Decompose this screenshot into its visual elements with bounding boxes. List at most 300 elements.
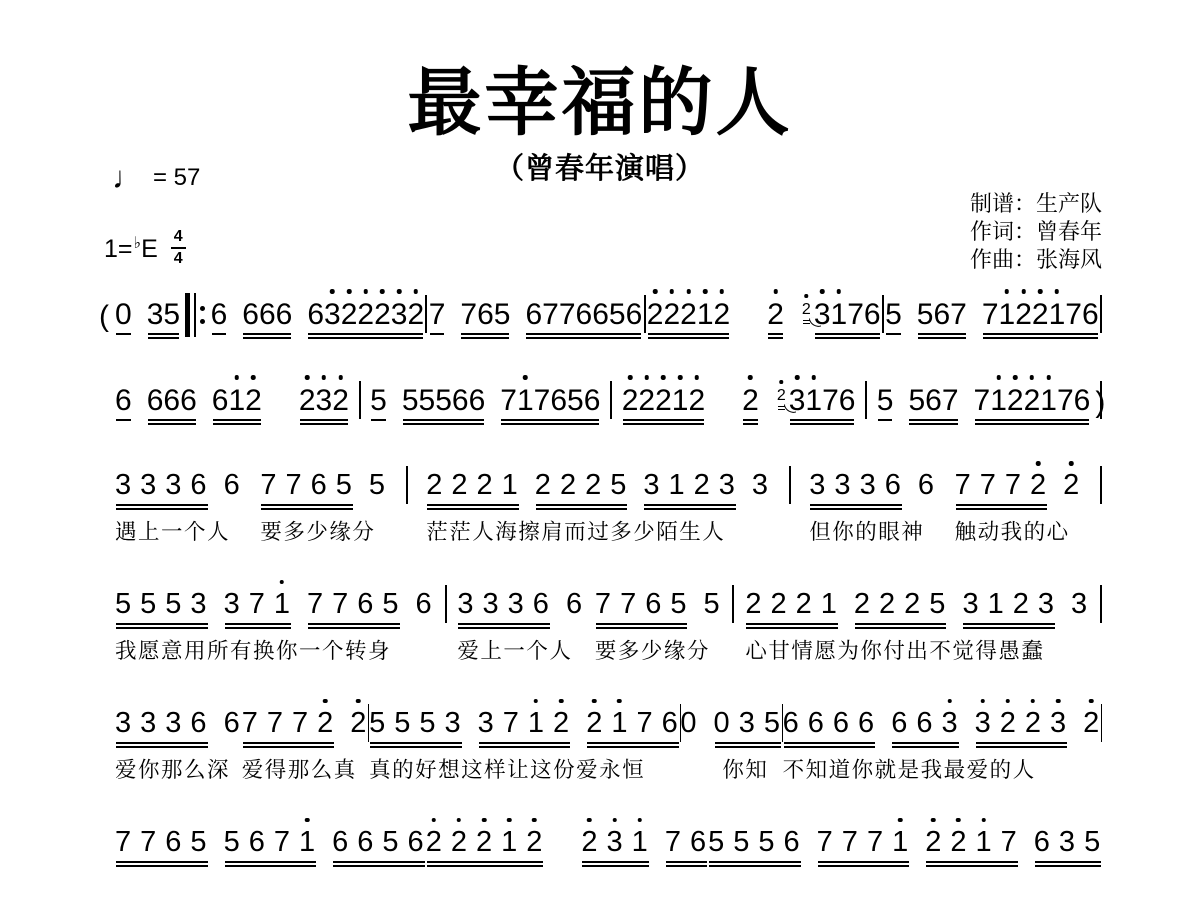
- beam-line: [501, 423, 599, 425]
- note: 6: [783, 825, 800, 858]
- repeat-start-barline: [185, 293, 205, 337]
- beam-line: [403, 423, 484, 425]
- notes-row: [595, 579, 722, 631]
- note: 6: [838, 384, 856, 417]
- notes-row: [426, 460, 770, 512]
- note: 6: [115, 384, 132, 417]
- measure-cell: [885, 288, 1099, 341]
- score-line-4: [115, 579, 1102, 665]
- notes-row: [457, 579, 584, 631]
- beam-line: [458, 623, 550, 625]
- measure-cell: [115, 698, 242, 784]
- note: 2: [1015, 298, 1032, 331]
- note: 5: [140, 587, 157, 620]
- octave-dot: [356, 699, 361, 704]
- note: 2: [742, 384, 759, 417]
- octave-dot: [695, 375, 700, 380]
- note: 7: [273, 825, 290, 858]
- note: 5: [610, 469, 627, 501]
- note: 2: [688, 384, 705, 417]
- note: 2: [638, 384, 655, 417]
- beam-line: [243, 742, 335, 744]
- measure-cell: [426, 817, 708, 869]
- measure-cell: [647, 288, 881, 341]
- notes-row: [115, 579, 434, 631]
- barline: [445, 585, 447, 623]
- note: 3: [941, 708, 957, 740]
- note-group: [854, 589, 948, 631]
- notes-row: [115, 460, 242, 512]
- note: 6: [407, 825, 424, 858]
- beam-line: [427, 504, 519, 506]
- note-group: [877, 384, 894, 427]
- note: 5: [369, 706, 386, 739]
- note: 6: [583, 384, 601, 417]
- beam-line: [709, 861, 801, 863]
- note: 2: [853, 587, 871, 620]
- repeat-thick-bar: [185, 293, 190, 337]
- note: 7: [941, 384, 959, 417]
- octave-dot: [661, 375, 666, 380]
- note-group: [767, 298, 784, 341]
- beam-line: [116, 508, 208, 510]
- lyric-text: 爱你那么深: [115, 757, 231, 782]
- beam-line: [461, 333, 509, 335]
- beam-line: [892, 746, 958, 748]
- notes-row: [876, 374, 1106, 427]
- note-group: [260, 470, 354, 512]
- beam-line: [116, 333, 131, 335]
- note: 5: [929, 587, 946, 620]
- note: 1: [299, 827, 315, 859]
- score-line-6: [115, 817, 1102, 869]
- measure-cell: [115, 579, 434, 665]
- beam-line: [790, 423, 855, 425]
- note: 5: [608, 298, 626, 331]
- barline: [610, 381, 612, 419]
- octave-dot: [347, 289, 352, 294]
- note-group: [115, 384, 132, 427]
- tempo-marking: [112, 162, 200, 193]
- note: 6: [415, 587, 432, 620]
- note: 3: [962, 587, 979, 620]
- note: 6: [1073, 384, 1091, 417]
- measure-cell: [745, 579, 1089, 665]
- beam-line: [148, 419, 196, 421]
- octave-dot: [397, 289, 402, 294]
- score-line-5: [115, 698, 1102, 784]
- note: 5: [115, 587, 132, 620]
- note: 2: [1030, 470, 1046, 502]
- lyric-text: 爱上一个人: [457, 638, 573, 663]
- note: 7: [950, 298, 967, 331]
- note: 6: [863, 298, 881, 331]
- notes-row: [260, 460, 387, 512]
- note: 1: [990, 384, 1007, 417]
- note: 7: [260, 469, 277, 501]
- note-group: [224, 470, 242, 512]
- note-group: [211, 298, 228, 341]
- note-group: [703, 589, 721, 631]
- repeat-thin-bar: [194, 293, 196, 337]
- note: 5: [435, 384, 452, 417]
- beam-line: [644, 504, 736, 506]
- octave-dot: [1036, 461, 1041, 466]
- note-group: [665, 827, 708, 869]
- note: 7: [248, 587, 265, 620]
- note: 2: [451, 827, 467, 859]
- beam-line: [810, 508, 902, 510]
- note-group: [115, 589, 209, 631]
- note: 2: [426, 469, 443, 501]
- octave-dot: [251, 375, 256, 380]
- beam-line: [536, 508, 628, 510]
- beam-line: [963, 627, 1055, 629]
- measure-cell: [680, 698, 782, 784]
- note: 7: [594, 587, 612, 620]
- note-group: [925, 827, 1019, 869]
- note: 2: [1032, 298, 1049, 331]
- note-group: [817, 827, 911, 869]
- note: 6: [917, 469, 934, 501]
- note: 2: [357, 298, 374, 331]
- note: 2: [581, 827, 597, 859]
- note: 6: [532, 587, 549, 620]
- lyric-text: 心甘情愿为你付出不觉得愚蠢: [745, 638, 1045, 663]
- note: 1: [672, 384, 689, 417]
- note: 1: [976, 827, 992, 859]
- note-group: [918, 470, 936, 512]
- note-group: [595, 589, 689, 631]
- note-group: [814, 298, 881, 341]
- lyric-text: 要多少缘分: [594, 638, 710, 663]
- repeat-dot: [200, 306, 205, 311]
- beam-line: [479, 746, 571, 748]
- beam-line: [743, 419, 758, 421]
- note: 6: [451, 384, 469, 417]
- note: 7: [460, 298, 478, 331]
- note: 7: [500, 384, 517, 417]
- note: 6: [832, 706, 850, 739]
- note: 6: [310, 469, 327, 501]
- measure-cell: [809, 460, 936, 546]
- beam-line: [648, 337, 729, 339]
- octave-dot: [748, 375, 753, 380]
- note: 3: [975, 708, 991, 740]
- note: 5: [670, 587, 687, 620]
- note: 2: [426, 827, 442, 859]
- note: 6: [357, 825, 374, 858]
- note: 5: [394, 706, 411, 739]
- octave-dot: [1030, 375, 1035, 380]
- beam-line: [623, 419, 704, 421]
- octave-dot: [280, 580, 285, 585]
- note: 7: [1004, 469, 1022, 501]
- note-group: [714, 708, 782, 750]
- note: 5: [908, 384, 926, 417]
- note: 7: [428, 298, 446, 331]
- credit-arranger: 制谱：生产队: [969, 191, 1102, 216]
- note: 1: [1040, 384, 1057, 417]
- notes-row: [708, 817, 1102, 869]
- notes-row: [99, 288, 181, 341]
- note: 1: [892, 827, 908, 859]
- note: 3: [190, 587, 207, 620]
- note: 3: [146, 298, 164, 331]
- lyric-text: 但你的眼神: [809, 519, 925, 544]
- note: 5: [418, 384, 436, 417]
- note: 7: [636, 706, 653, 739]
- note-group: [891, 708, 959, 750]
- octave-dot: [1055, 289, 1060, 294]
- note: 5: [382, 825, 399, 858]
- note-group: [147, 384, 197, 427]
- beam-line: [501, 419, 599, 421]
- notes-row: [955, 460, 1082, 512]
- notes-row: [115, 817, 426, 869]
- note: 2: [622, 384, 639, 417]
- beam-line: [768, 337, 783, 339]
- note: 2: [1000, 708, 1016, 740]
- note-group: [402, 384, 485, 427]
- octave-dot: [1013, 375, 1018, 380]
- note: 6: [248, 825, 265, 858]
- measure-cell: [457, 579, 584, 665]
- tempo-value: = 57: [153, 163, 201, 191]
- beam-line: [976, 746, 1068, 748]
- octave-dot: [592, 699, 597, 704]
- beam-line: [926, 861, 1018, 863]
- beam-line: [784, 742, 876, 744]
- beam-line: [308, 627, 400, 629]
- beam-line: [746, 627, 838, 629]
- barline: [359, 381, 361, 419]
- lyric-text: 要多少缘分: [260, 519, 376, 544]
- beam-line: [526, 333, 641, 335]
- note: 7: [1000, 825, 1017, 858]
- note: 2: [332, 384, 349, 417]
- lyric-text: 爱得那么真: [241, 757, 357, 782]
- repeat-dot: [200, 319, 205, 324]
- beam-line: [116, 865, 208, 867]
- lyric-text: 你知: [722, 757, 769, 782]
- note: 2: [693, 469, 710, 501]
- beam-line: [778, 406, 785, 408]
- octave-dot: [773, 289, 778, 294]
- note-group: [647, 298, 730, 341]
- octave-dot: [559, 699, 564, 704]
- note: 1: [999, 298, 1016, 331]
- notes-row: [242, 698, 369, 750]
- beam-line: [909, 419, 957, 421]
- beam-line: [715, 746, 781, 748]
- note: 6: [525, 298, 543, 331]
- beam-line: [878, 419, 893, 421]
- time-numerator: 4: [171, 229, 186, 249]
- beam-line: [815, 333, 880, 335]
- note-group: [1083, 708, 1101, 750]
- beam-line: [818, 861, 910, 863]
- beam-line: [803, 320, 810, 322]
- barline: [1100, 295, 1102, 333]
- note: 7: [866, 825, 884, 858]
- note: 1: [228, 384, 245, 417]
- song-title: 最幸福的人: [407, 61, 793, 144]
- note: 2: [534, 469, 551, 501]
- note: 6: [275, 298, 293, 331]
- octave-dot: [837, 289, 842, 294]
- note: 7: [332, 587, 349, 620]
- note: 6: [258, 298, 276, 331]
- octave-dot: [628, 375, 633, 380]
- note: 2: [451, 469, 468, 501]
- note: 3: [140, 469, 157, 501]
- measure-cell: [622, 374, 856, 427]
- note: 7: [979, 469, 996, 501]
- note: 6: [550, 384, 568, 417]
- beam-line: [116, 419, 131, 421]
- lyric-text: 我愿意用所有换你一个转身: [115, 638, 392, 663]
- octave-dot: [305, 375, 310, 380]
- note: 3: [115, 469, 132, 501]
- note-group: [478, 708, 572, 750]
- octave-dot: [1005, 289, 1010, 294]
- note: 2: [777, 387, 786, 405]
- note: 6: [565, 587, 583, 620]
- beam-line: [909, 423, 957, 425]
- note: 6: [357, 587, 374, 620]
- note: 5: [401, 384, 419, 417]
- beam-line: [623, 423, 704, 425]
- note: 7: [822, 384, 839, 417]
- octave-dot: [931, 818, 936, 823]
- note: 2: [647, 298, 664, 331]
- note: 6: [858, 706, 875, 739]
- octave-dot: [482, 818, 487, 823]
- beam-line: [746, 623, 838, 625]
- notes-row: [370, 374, 600, 427]
- octave-dot: [534, 699, 539, 704]
- note: 5: [370, 384, 387, 417]
- note-group: [426, 470, 520, 512]
- note: 6: [146, 384, 164, 417]
- note: 3: [814, 298, 831, 331]
- notes-row: [809, 460, 936, 512]
- measure-cell: [955, 460, 1082, 546]
- note: 7: [981, 298, 999, 331]
- key-tonic: E: [141, 235, 158, 263]
- beam-line: [430, 333, 445, 335]
- measure-cell: [708, 817, 1102, 869]
- note: 6: [1033, 825, 1050, 858]
- note: 6: [933, 298, 951, 331]
- beam-line: [784, 746, 876, 748]
- note: 5: [190, 825, 207, 858]
- beam-line: [587, 746, 679, 748]
- beam-line: [371, 419, 386, 421]
- quarter-note-icon: ♩: [112, 160, 143, 195]
- barline: [1101, 704, 1102, 742]
- note-group: [370, 384, 387, 427]
- note: 7: [115, 825, 132, 858]
- note: 2: [767, 298, 784, 331]
- note-group: [429, 298, 446, 341]
- note-group: [115, 708, 209, 750]
- note: 1: [831, 298, 848, 331]
- note: 2: [879, 587, 896, 620]
- beam-line: [225, 865, 317, 867]
- note-group: [242, 298, 292, 341]
- octave-dot: [1021, 289, 1026, 294]
- beam-line: [213, 419, 261, 421]
- note-group: [809, 470, 903, 512]
- note-group: [643, 470, 737, 512]
- note: 6: [925, 384, 942, 417]
- credit-composer: 作曲：张海风: [969, 247, 1102, 272]
- note: 1: [1049, 298, 1066, 331]
- beam-line: [479, 742, 571, 744]
- note: 5: [335, 469, 352, 501]
- repeat-dots: [200, 295, 205, 335]
- octave-dot: [1006, 699, 1011, 704]
- note: 3: [391, 298, 408, 331]
- grace-note-group: [802, 301, 811, 324]
- note-group: [460, 298, 510, 341]
- note: 6: [223, 469, 240, 501]
- note: 7: [266, 706, 283, 739]
- note: 2: [585, 469, 602, 501]
- note: 2: [407, 298, 424, 331]
- beam-line: [790, 419, 855, 421]
- beam-line: [666, 861, 707, 863]
- beam-line: [333, 865, 425, 867]
- octave-dot: [1038, 289, 1043, 294]
- flat-icon: ♭: [133, 234, 142, 252]
- note: 3: [223, 587, 240, 620]
- note: 2: [925, 827, 941, 859]
- measure-cell: [876, 374, 1106, 427]
- octave-dot: [364, 289, 369, 294]
- octave-dot: [637, 818, 642, 823]
- note: 1: [632, 827, 648, 859]
- beam-line: [975, 423, 1090, 425]
- note: 6: [477, 298, 494, 331]
- notes-row: [745, 579, 1089, 631]
- notes-row: [115, 374, 349, 427]
- note: 7: [816, 825, 833, 858]
- note: 6: [782, 706, 799, 739]
- beam-line: [461, 337, 509, 339]
- note: 2: [341, 298, 358, 331]
- note: 3: [316, 384, 333, 417]
- note: 2: [950, 827, 966, 859]
- note: 3: [643, 469, 660, 501]
- note-group: [426, 827, 545, 869]
- note: 5: [733, 825, 750, 858]
- beam-line: [666, 865, 707, 867]
- note: 2: [299, 384, 316, 417]
- beam-line: [1035, 865, 1101, 867]
- barline: [1100, 585, 1102, 623]
- octave-dot: [1031, 699, 1036, 704]
- note: 2: [586, 708, 602, 740]
- octave-dot: [703, 289, 708, 294]
- note: 6: [163, 384, 181, 417]
- measure-cell: [115, 374, 349, 427]
- beam-line: [225, 623, 291, 625]
- note: 2: [526, 827, 542, 859]
- note: 7: [241, 706, 258, 739]
